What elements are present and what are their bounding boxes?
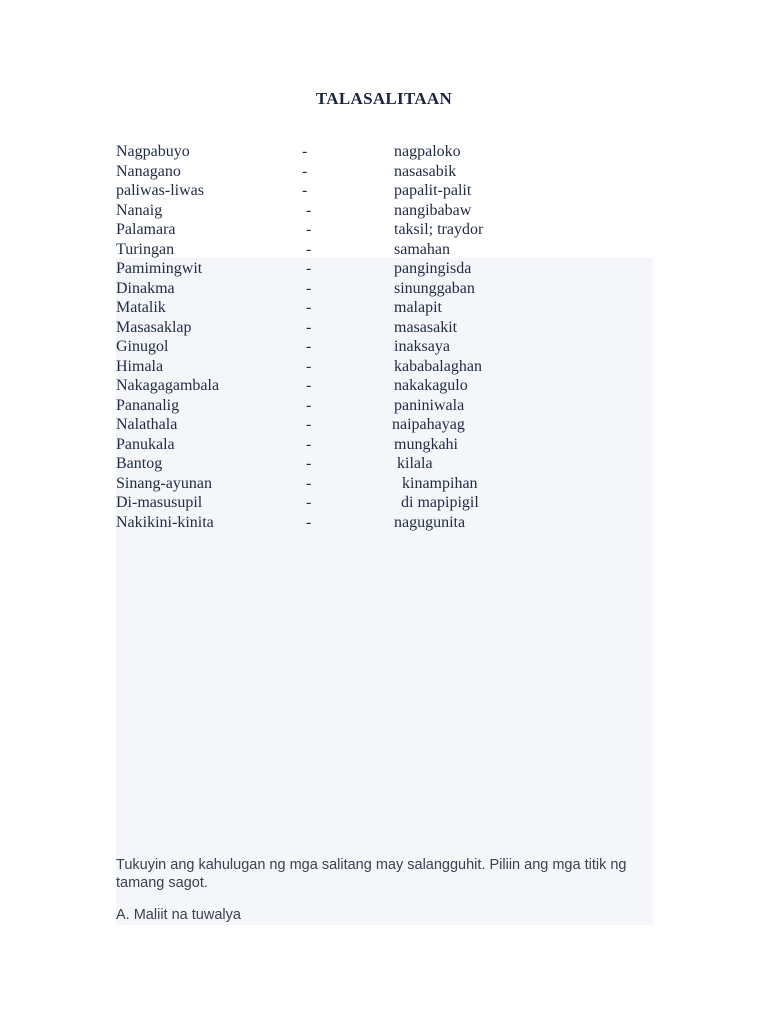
- definition: papalit-palit: [394, 182, 472, 199]
- separator-dash: -: [306, 260, 312, 277]
- term: Ginugol: [116, 338, 169, 355]
- term: Nanaig: [116, 201, 163, 219]
- separator-dash: -: [306, 377, 312, 394]
- definition: nakakagulo: [394, 377, 468, 394]
- separator-dash: -: [306, 299, 312, 316]
- definition: di mapipigil: [401, 494, 479, 511]
- separator-dash: -: [306, 455, 312, 472]
- term: Bantog: [116, 455, 163, 472]
- definition: kababalaghan: [394, 357, 482, 375]
- vocabulary-row: [116, 142, 636, 162]
- term: Sinang-ayunan: [116, 474, 212, 492]
- vocabulary-row: [116, 201, 636, 221]
- vocabulary-row: [116, 181, 636, 201]
- definition: mungkahi: [394, 435, 458, 453]
- term: Himala: [116, 357, 164, 375]
- vocabulary-row: [116, 220, 636, 240]
- definition: pangingisda: [394, 260, 472, 277]
- term: Nakikini-kinita: [116, 513, 214, 531]
- term: Masasaklap: [116, 318, 192, 336]
- vocabulary-list: [116, 142, 636, 532]
- term: Pananalig: [116, 396, 180, 414]
- definition: paniniwala: [394, 396, 465, 414]
- definition: naipahayag: [392, 416, 465, 433]
- separator-dash: -: [302, 143, 308, 160]
- vocabulary-row: [116, 298, 636, 318]
- vocabulary-row: [116, 162, 636, 182]
- term: Nalathala: [116, 416, 178, 433]
- term: Matalik: [116, 299, 166, 316]
- vocabulary-row: [116, 337, 636, 357]
- term: Pamimingwit: [116, 260, 203, 277]
- separator-dash: -: [306, 513, 312, 531]
- vocabulary-row: [116, 318, 636, 338]
- vocabulary-row: [116, 357, 636, 377]
- term: Turingan: [116, 240, 175, 258]
- definition: samahan: [394, 240, 450, 258]
- separator-dash: -: [306, 338, 312, 355]
- term: Di-masusupil: [116, 494, 203, 511]
- separator-dash: -: [306, 221, 312, 238]
- definition: taksil; traydor: [394, 221, 484, 238]
- vocabulary-row: [116, 474, 636, 494]
- definition: sinunggaban: [394, 279, 475, 297]
- separator-dash: -: [306, 494, 312, 511]
- separator-dash: -: [306, 279, 312, 297]
- definition: kinampihan: [402, 474, 478, 492]
- separator-dash: -: [306, 318, 312, 336]
- separator-dash: -: [302, 162, 308, 180]
- term: Palamara: [116, 221, 176, 238]
- vocabulary-row: [116, 454, 636, 474]
- vocabulary-row: [116, 376, 636, 396]
- separator-dash: -: [306, 201, 312, 219]
- separator-dash: -: [306, 357, 312, 375]
- vocabulary-row: [116, 415, 636, 435]
- definition: nagpaloko: [394, 143, 461, 160]
- term: Nakagagambala: [116, 377, 220, 394]
- separator-dash: -: [306, 416, 312, 433]
- definition: masasakit: [394, 318, 458, 336]
- term: Nagpabuyo: [116, 143, 190, 160]
- definition: malapit: [394, 299, 442, 316]
- vocabulary-row: [116, 435, 636, 455]
- vocabulary-row: [116, 493, 636, 513]
- instructions-text: Tukuyin ang kahulugan ng mga salitang may salangguhit. Piliin ang mga titik ng tamang sagot.: [116, 857, 627, 891]
- separator-dash: -: [306, 435, 312, 453]
- separator-dash: -: [306, 396, 312, 414]
- vocabulary-row: [116, 513, 636, 533]
- term: Panukala: [116, 435, 175, 453]
- separator-dash: -: [306, 240, 312, 258]
- vocabulary-row: [116, 240, 636, 260]
- answer-choice-a: A. Maliit na tuwalya: [116, 907, 241, 923]
- vocabulary-row: [116, 279, 636, 299]
- definition: nangibabaw: [394, 201, 472, 219]
- separator-dash: -: [306, 474, 312, 492]
- term: Nanagano: [116, 162, 181, 180]
- document-title: TALASALITAAN: [315, 89, 453, 108]
- term: Dinakma: [116, 279, 175, 297]
- separator-dash: -: [302, 182, 308, 199]
- definition: kilala: [397, 455, 433, 472]
- vocabulary-row: [116, 396, 636, 416]
- vocabulary-row: [116, 259, 636, 279]
- term: paliwas-liwas: [116, 182, 204, 199]
- definition: nasasabik: [394, 162, 457, 180]
- definition: inaksaya: [394, 338, 450, 355]
- definition: nagugunita: [394, 513, 466, 531]
